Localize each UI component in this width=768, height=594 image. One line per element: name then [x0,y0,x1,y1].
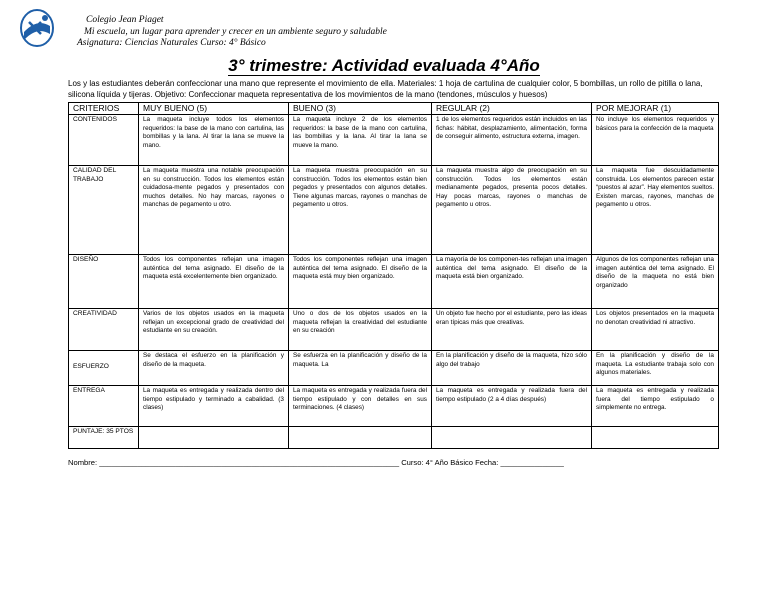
table-row [69,115,719,166]
rubric-cell: La mayoría de los componen-tes reflejan una imagen auténtica del tema asignado. El diseño de la maqueta está bien organizado. [432,255,592,309]
rubric-cell: La maqueta es entregada y realizada fuera del tiempo estipulado y con detalles en sus terminaciones. (4 clases) [289,386,432,427]
table-header-row [69,103,719,115]
title-prefix: 3° trimestre: [228,56,332,75]
rubric-cell: En la planificación y diseño de la maqueta, hizo sólo algo del trabajo [432,351,592,386]
header-muy-bueno: MUY BUENO (5) [139,103,289,115]
rubric-cell: En la planificación y diseño de la maqueta. La estudiante trabaja solo con algunos materiales. [592,351,719,386]
header-bueno: BUENO (3) [289,103,432,115]
empty-cell [139,427,289,449]
table-row [69,255,719,309]
school-logo [19,8,55,48]
table-row [69,386,719,427]
rubric-cell: Se esfuerza en la planificación y diseño de la maqueta. La [289,351,432,386]
rubric-cell: La maqueta muestra algo de preocupación en su construcción. Todos los elementos están medianamente pegados, presenta pocos detalles. Hay pocas marcas, rayones o manchas de pegamento u otros. [432,166,592,255]
rubric-cell: 1 de los elementos requeridos están incluidos en las fichas: hábitat, desplazamiento, alimentación, forma de conseguir alimento, estructura externa, imagen. [432,115,592,166]
rubric-cell: Se destaca el esfuerzo en la planificación y diseño de la maqueta. [139,351,289,386]
table-row [69,427,719,449]
school-name: Colegio Jean Piaget [86,15,164,25]
rubric-cell: Todos los componentes reflejan una imagen auténtica del tema asignado. El diseño de la maqueta está excelentemente bien organizado. [139,255,289,309]
rubric-cell: Uno o dos de los objetos usados en la maqueta reflejan la creatividad del estudiante en su creación [289,309,432,351]
school-motto: Mi escuela, un lugar para aprender y crecer en un ambiente seguro y saludable [84,26,387,37]
criterion-cell: CALIDAD DEL TRABAJO [69,166,139,255]
rubric-cell: La maqueta incluye todos los elementos requeridos: la base de la mano con cartulina, las bombillas y la lana. Al tirar la lana se mueve la mano. [139,115,289,166]
empty-cell [289,427,432,449]
criterion-cell: CREATIVIDAD [69,309,139,351]
table-row [69,351,719,386]
student-info-line: Nombre: _______________________________________________________________________ Curso: 4° Año Básico Fecha: _______________ [68,458,564,467]
rubric-cell: Varios de los objetos usados en la maqueta reflejan un excepcional grado de creatividad del estudiante en su creación. [139,309,289,351]
rubric-cell: Algunos de los componentes reflejan una imagen auténtica del tema asignado. El diseño de la maqueta no está bien organizado [592,255,719,309]
rubric-cell: La maqueta fue descuidadamente construida. Los elementos parecen estar “puestos al azar”. Hay elementos sueltos. Existen marcas, rayones, manchas de pegamento u otros. [592,166,719,255]
empty-cell [592,427,719,449]
page-title [0,56,768,76]
header-por-mejorar: POR MEJORAR (1) [592,103,719,115]
criterion-cell: DISEÑO [69,255,139,309]
rubric-cell: La maqueta es entregada y realizada fuera del tiempo estipulado (2 a 4 días después) [432,386,592,427]
subject-line: Asignatura: Ciencias Naturales Curso: 4° Básico [77,38,266,48]
criterion-cell: ESFUERZO [69,351,139,386]
rubric-cell: Un objeto fue hecho por el estudiante, pero las ideas eran típicas más que creativas. [432,309,592,351]
table-row [69,166,719,255]
rubric-cell: Todos los componentes reflejan una imagen auténtica del tema asignado. El diseño de la maqueta está muy bien organizado. [289,255,432,309]
rubric-cell: La maqueta incluye 2 de los elementos requeridos: la base de la mano con cartulina, las bombillas y la lana. Al tirar la lana se mueve la mano. [289,115,432,166]
criterion-cell: ENTREGA [69,386,139,427]
school-header [77,15,387,50]
rubric-cell: La maqueta es entregada y realizada fuera del tiempo estipulado o simplemente no entrega. [592,386,719,427]
rubric-cell: La maqueta es entregada y realizada dentro del tiempo estipulado y terminado a cabalidad. (3 clases) [139,386,289,427]
rubric-cell: No incluye los elementos requeridos y básicos para la confección de la maqueta [592,115,719,166]
rubric-cell: La maqueta muestra preocupación en su construcción. Todos los elementos están bien pegados y presentados con algunos detalles. Tiene algunas marcas, rayones o manchas de pegamento u otros. [289,166,432,255]
score-cell: PUNTAJE: 35 PTOS [69,427,139,449]
activity-description: Los y las estudiantes deberán confeccionar una mano que represente el movimiento de ella. Materiales: 1 hoja de cartulina de cualquier color, 5 bombillas, un rollo de pitilla o lana, silicona líquida y tijeras. Objetivo: Confeccionar maqueta representativa de los movimientos de la mano (tendones, músculos y huesos) [68,79,703,99]
rubric-table [68,102,719,449]
table-row [69,309,719,351]
rubric-cell: La maqueta muestra una notable preocupación en su construcción. Todos los elementos están cuidadosa-mente pegados y presentados con muchos detalles. No hay marcas, rayones o manchas de pegamento u otro. [139,166,289,255]
rubric-cell: Los objetos presentados en la maqueta no denotan creatividad ni atractivo. [592,309,719,351]
header-regular: REGULAR (2) [432,103,592,115]
empty-cell [432,427,592,449]
criterion-cell: CONTENIDOS [69,115,139,166]
header-criterios: CRITERIOS [69,103,139,115]
title-main: Actividad evaluada 4°Año [331,56,540,75]
